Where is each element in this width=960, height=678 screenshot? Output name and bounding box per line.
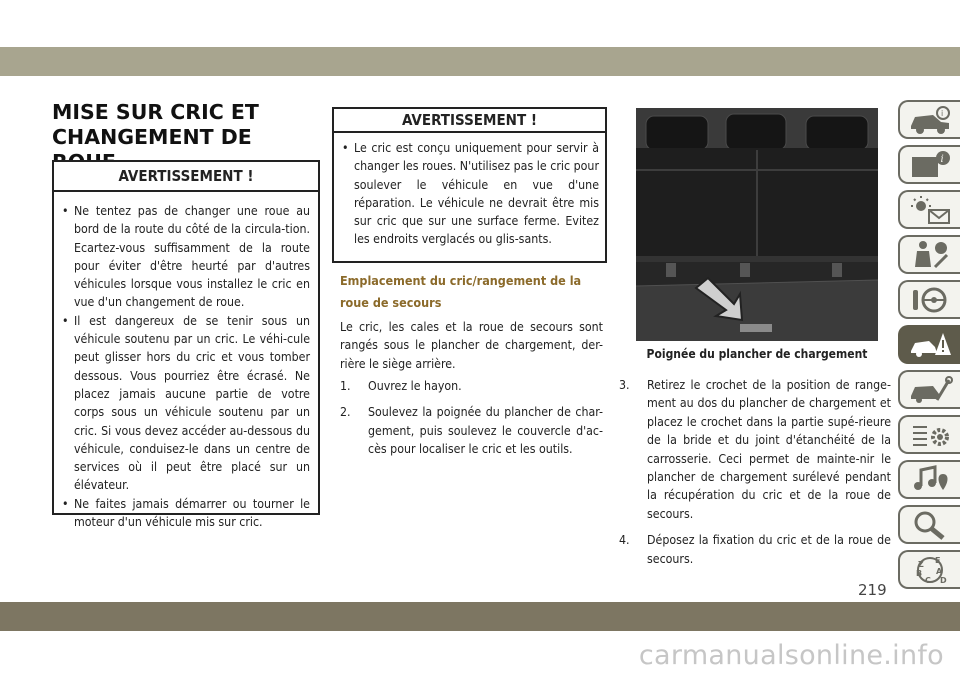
footer-band <box>0 602 960 631</box>
warning-item: • Le cric est conçu uniquement pour servir à changer les roues. N'utilisez pas le cric pour soulever le véhicule en vue d'une réparation. Le véhicule ne devrait être mis sur cric que sur une surface ferme. Evitez les endroits verglacés ou glis-sants. <box>336 139 599 249</box>
airbag-seatbelt-icon <box>907 239 953 271</box>
steps-list-2 <box>619 376 891 576</box>
warning-header: AVERTISSEMENT ! <box>54 162 318 192</box>
tab-airbag-seatbelt[interactable] <box>898 235 960 274</box>
watermark: carmanualsonline.info <box>638 640 944 671</box>
steps-list-1 <box>340 377 603 467</box>
tab-warning-messages[interactable] <box>898 190 960 229</box>
svg-text:D: D <box>940 575 947 585</box>
header-band <box>0 47 960 76</box>
svg-text:A: A <box>936 566 943 576</box>
svg-text:i: i <box>940 153 944 165</box>
warning-header: AVERTISSEMENT ! <box>334 109 605 133</box>
tab-index[interactable] <box>898 505 960 544</box>
tab-car-info[interactable] <box>898 100 960 139</box>
tab-dashboard-info[interactable] <box>898 145 960 184</box>
warning-item: • Ne faites jamais démarrer ou tourner le moteur d'un véhicule mis sur cric. <box>56 495 310 532</box>
svg-text:i: i <box>941 108 944 118</box>
warning-box-2 <box>332 107 607 263</box>
cargo-floor-photo <box>636 108 878 341</box>
step-item <box>619 531 891 568</box>
steering-wheel-icon <box>907 284 953 316</box>
warning-item: • Il est dangereux de se tenir sous un véhicule soutenu par un cric. Le véhi-cule peut glisser hors du cric et vous tomber dessous. Vous pourriez être écrasé. Ne placez jamais aucune partie de votre corps sous un véhicule soutenu par un cric. Si vous devez accéder au-dessous du véhicule, conduisez-le dans un centre de services où il peut être placé sur un élévateur. <box>56 312 310 495</box>
step-text: Ouvrez le hayon. <box>368 379 462 393</box>
magnifier-icon <box>907 509 953 541</box>
step-number: 2. <box>340 405 351 420</box>
section-title: MISE SUR CRIC ET CHANGEMENT DE <box>52 100 259 149</box>
emergency-car-icon <box>907 329 953 361</box>
warning-list <box>54 192 318 531</box>
step-item <box>340 403 603 458</box>
language-index-icon <box>907 554 953 586</box>
warning-light-message-icon <box>907 194 953 226</box>
music-navigation-icon <box>907 464 953 496</box>
step-item <box>340 377 603 395</box>
cargo-area-illustration <box>636 108 878 341</box>
svg-text:Z: Z <box>918 559 924 569</box>
figure-caption: Poignée du plancher de chargement <box>646 347 868 361</box>
warning-list <box>334 133 605 249</box>
page-number: 219 <box>858 581 887 599</box>
step-text: Déposez la fixation du cric et de la roue de secours. <box>647 533 891 566</box>
step-text: Retirez le crochet de la position de range-ment au dos du plancher de chargement et placez le crochet dans la partie supé-rieure de la bride et du joint d'étanchéité de la carrosserie. Ceci permet de mainte-nir le plancher de chargement surélevé pendant la récupération du cric et de la roue de secours. <box>647 378 891 521</box>
svg-text:E: E <box>935 555 941 565</box>
intro-paragraph: Le cric, les cales et la roue de secours sont rangés sous le plancher de chargement, der-rière le siège arrière. <box>340 320 603 371</box>
subheading: Emplacement du cric/rangement de la roue de secours <box>340 273 582 310</box>
warning-item: • Ne tentez pas de changer une roue au bord de la route du côté de la circula-tion. Ecartez-vous suffisamment de la route pour éviter d'être heurté par d'autres véhicules lorsque vous installez le cric en vue d'un changement de roue. <box>56 202 310 312</box>
tab-technical-specifications[interactable] <box>898 415 960 454</box>
tab-in-case-of-emergency[interactable] <box>898 325 960 364</box>
svg-text:C: C <box>925 575 931 585</box>
step-number: 1. <box>340 379 351 393</box>
warning-box-1 <box>52 160 320 530</box>
tab-servicing[interactable] <box>898 370 960 409</box>
tab-starting-operating[interactable] <box>898 280 960 319</box>
step-text: Soulevez la poignée du plancher de char-gement, puis soulevez le couvercle d'ac-cès pour localiser le cric et les outils. <box>368 405 603 457</box>
car-wrench-icon <box>907 374 953 406</box>
step-number: 3. <box>619 378 630 392</box>
specifications-gear-icon <box>907 419 953 451</box>
car-info-icon <box>907 104 953 136</box>
tab-languages[interactable] <box>898 550 960 589</box>
step-item <box>619 376 891 523</box>
step-number: 4. <box>619 533 630 548</box>
dashboard-info-icon <box>907 149 953 181</box>
svg-text:B: B <box>916 568 923 578</box>
tab-multimedia[interactable] <box>898 460 960 499</box>
